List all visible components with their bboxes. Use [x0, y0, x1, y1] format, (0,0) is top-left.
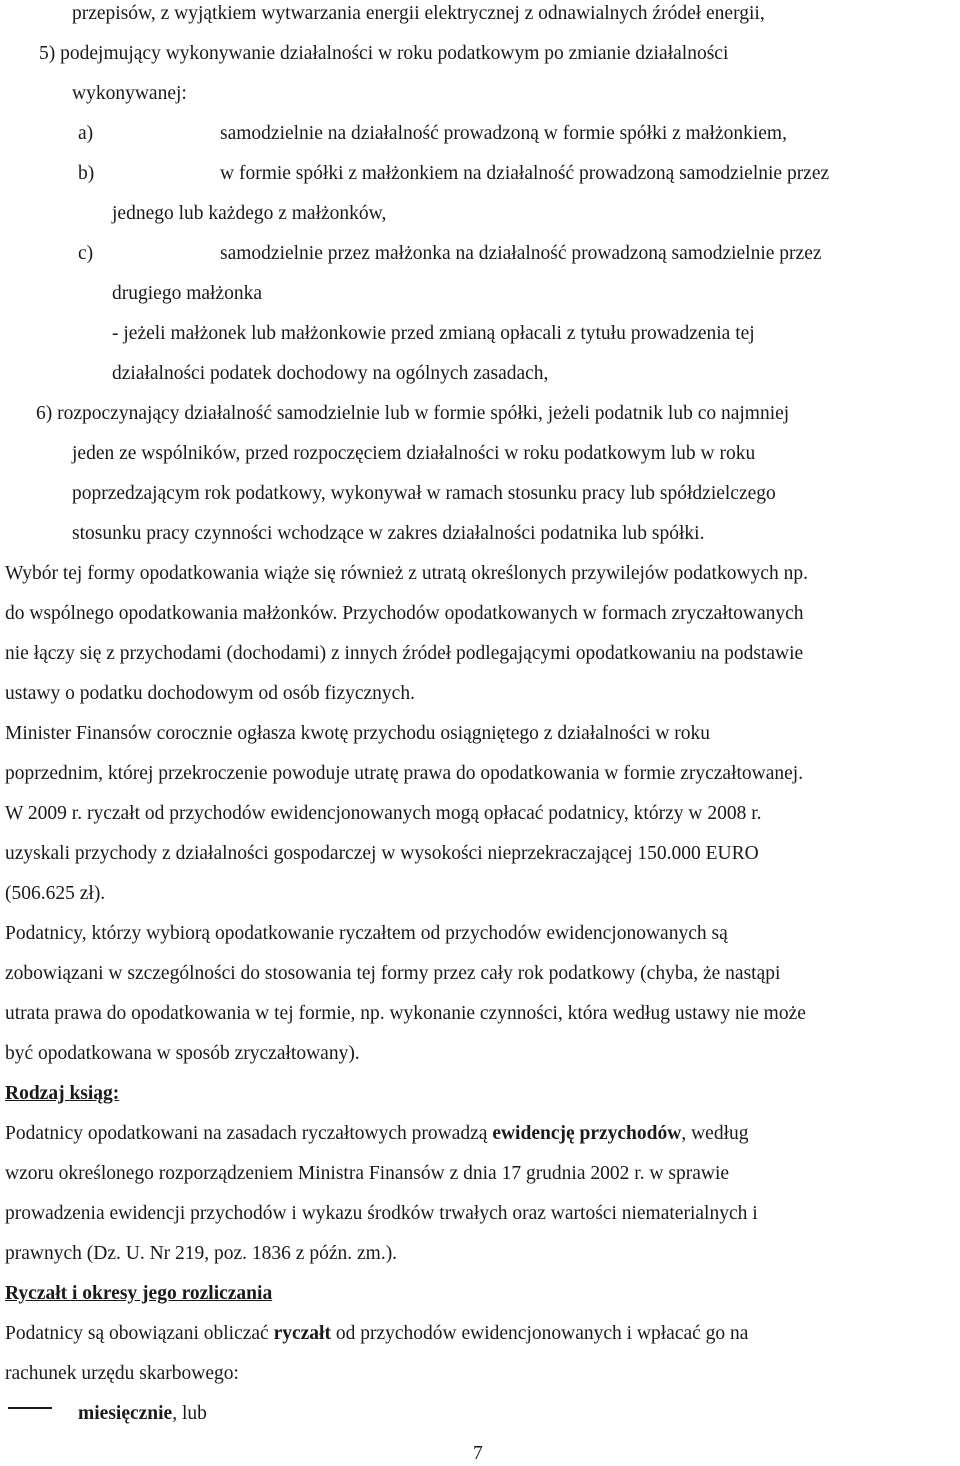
emphasis-lump-sum: ryczałt: [273, 1323, 331, 1344]
section-heading-books: Rodzaj ksiąg:: [5, 1083, 120, 1104]
text-line: zobowiązani w szczególności do stosowania tej formy przez cały rok podatkowy (chyba, że nastąpi: [5, 963, 781, 984]
text-segment: , według: [681, 1123, 749, 1144]
text-segment: Podatnicy są obowiązani obliczać: [5, 1323, 274, 1344]
text-line: W 2009 r. ryczałt od przychodów ewidencjonowanych mogą opłacać podatnicy, którzy w 2008 r.: [5, 803, 762, 824]
list-item-5: 5) podejmujący wykonywanie działalności w roku podatkowym po zmianie działalności: [39, 43, 729, 64]
section-heading-lump-sum: Ryczałt i okresy jego rozliczania: [5, 1283, 273, 1304]
text-line: jeden ze wspólników, przed rozpoczęciem działalności w roku podatkowym lub w roku: [72, 443, 756, 464]
text-line: drugiego małżonka: [112, 283, 262, 304]
text-line: stosunku pracy czynności wchodzące w zakres działalności podatnika lub spółki.: [72, 523, 705, 544]
text-line: - jeżeli małżonek lub małżonkowie przed zmianą opłacali z tytułu prowadzenia tej: [112, 323, 755, 344]
list-item-monthly: [78, 1403, 207, 1425]
text-line: wykonywanej:: [72, 83, 187, 104]
text-line: nie łączy się z przychodami (dochodami) z innych źródeł podlegającymi opodatkowaniu na podstawie: [5, 643, 804, 664]
list-item-a: samodzielnie na działalność prowadzoną w formie spółki z małżonkiem,: [220, 123, 787, 144]
text-line: do wspólnego opodatkowania małżonków. Przychodów opodatkowanych w formach zryczałtowanych: [5, 603, 804, 624]
text-segment: , lub: [172, 1403, 207, 1424]
page-number: 7: [473, 1443, 483, 1464]
list-marker-c: c): [78, 243, 94, 264]
text-line: Podatnicy, którzy wybiorą opodatkowanie ryczałtem od przychodów ewidencjonowanych są: [5, 923, 728, 944]
list-item-c: samodzielnie przez małżonka na działalność prowadzoną samodzielnie przez: [220, 243, 822, 264]
text-line: uzyskali przychody z działalności gospodarczej w wysokości nieprzekraczającej 150.000 EURO: [5, 843, 759, 864]
emphasis-revenue-records: ewidencję przychodów: [492, 1123, 682, 1144]
text-line: Minister Finansów corocznie ogłasza kwotę przychodu osiągniętego z działalności w roku: [5, 723, 711, 744]
text-line: (506.625 zł).: [5, 883, 106, 904]
text-line: rachunek urzędu skarbowego:: [5, 1363, 239, 1384]
list-item-6: 6) rozpoczynający działalność samodzielnie lub w formie spółki, jeżeli podatnik lub co najmniej: [36, 403, 790, 424]
text-line: Wybór tej formy opodatkowania wiąże się również z utratą określonych przywilejów podatkowych np.: [5, 563, 808, 584]
text-line: jednego lub każdego z małżonków,: [112, 203, 387, 224]
list-item-b: w formie spółki z małżonkiem na działalność prowadzoną samodzielnie przez: [220, 163, 830, 184]
text-line: wzoru określonego rozporządzeniem Ministra Finansów z dnia 17 grudnia 2002 r. w sprawie: [5, 1163, 730, 1184]
text-line: być opodatkowana w sposób zryczałtowany).: [5, 1043, 360, 1064]
text-line: działalności podatek dochodowy na ogólnych zasadach,: [112, 363, 549, 384]
text-segment: od przychodów ewidencjonowanych i wpłacać go na: [330, 1323, 749, 1344]
text-line: prowadzenia ewidencji przychodów i wykazu środków trwałych oraz wartości niematerialnych i: [5, 1203, 758, 1224]
text-line: [5, 1123, 748, 1145]
list-dash-bullet: [8, 1407, 52, 1409]
text-line: prawnych (Dz. U. Nr 219, poz. 1836 z późn. zm.).: [5, 1243, 398, 1264]
text-line: ustawy o podatku dochodowym od osób fizycznych.: [5, 683, 415, 704]
text-segment: Podatnicy opodatkowani na zasadach ryczałtowych prowadzą: [5, 1123, 493, 1144]
text-line: poprzedzającym rok podatkowy, wykonywał w ramach stosunku pracy lub spółdzielczego: [72, 483, 776, 504]
list-marker-b: b): [78, 163, 95, 184]
emphasis-monthly: miesięcznie: [78, 1403, 173, 1424]
text-line: poprzednim, której przekroczenie powoduje utratę prawa do opodatkowania w formie zryczałtowanej.: [5, 763, 804, 784]
text-line: utrata prawa do opodatkowania w tej formie, np. wykonanie czynności, która według ustawy nie może: [5, 1003, 806, 1024]
text-line: przepisów, z wyjątkiem wytwarzania energii elektrycznej z odnawialnych źródeł energii,: [72, 3, 765, 24]
list-marker-a: a): [78, 123, 94, 144]
text-line: [5, 1323, 748, 1345]
